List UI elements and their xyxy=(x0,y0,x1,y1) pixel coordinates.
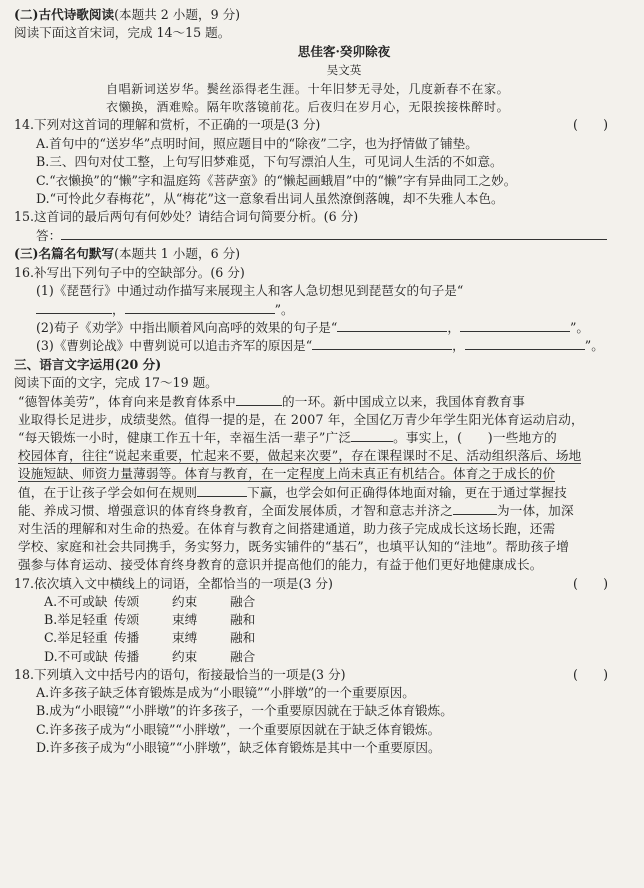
option-b: B.成为“小眼镜”“小胖墩”的许多孩子，一个重要原因就在于缺乏体育锻炼。 xyxy=(36,703,453,719)
option-b: B.三、四句对仗工整，上句写旧梦难觅，下句写漂泊人生，可见词人生活的不如意。 xyxy=(36,154,503,170)
question-17 xyxy=(14,575,628,593)
fill-text: ”。 xyxy=(584,338,604,354)
option-d: D.“可怜此夕春梅花”，从“梅花”这一意象看出词人虽然潦倒落魄，却不失雅人本色。 xyxy=(36,191,504,207)
fill-item-2: (2)荀子《劝学》中指出顺着风向高呼的效果的句子是“ ， ”。 xyxy=(36,319,589,335)
instruction: 阅读下面的文字，完成 17～19 题。 xyxy=(14,375,218,391)
fill-blank[interactable] xyxy=(36,301,112,314)
poem-title: 思佳客·癸卯除夜 xyxy=(297,43,391,59)
question-stem: 17.依次填入文中横线上的词语，全都恰当的一项是(3 分) xyxy=(14,575,333,591)
option-cell: 传颂 xyxy=(114,612,140,628)
option-cell: 融合 xyxy=(230,593,256,609)
fill-blank[interactable] xyxy=(312,337,452,350)
answer-label: 答： xyxy=(36,227,62,243)
passage-line: “德智体美劳”，体育向来是教育体系中 的一环。新中国成立以来，我国体育教育事 xyxy=(18,393,526,409)
fill-blank[interactable] xyxy=(337,319,447,332)
option-cell: 融和 xyxy=(230,630,256,646)
question-14 xyxy=(14,116,628,134)
answer-row xyxy=(14,227,628,245)
question-16: 16.补写出下列句子中的空缺部分。(6 分) xyxy=(14,264,245,280)
option-a: A.首句中的“送岁华”点明时间，照应题目中的“除夜”二字，也为抒情做了铺垫。 xyxy=(36,135,478,151)
section-note: (本题共 2 小题，9 分) xyxy=(114,7,241,22)
section-heading xyxy=(14,245,628,263)
option-cell: 融和 xyxy=(230,612,256,628)
passage-line: “每天锻炼一小时，健康工作五十年，幸福生活一辈子”广泛 。事实上，( )一些地方的 xyxy=(18,429,557,445)
passage-blank[interactable] xyxy=(197,484,247,497)
fill-text: (3)《曹刿论战》中曹刿说可以追击齐军的原因是“ xyxy=(36,338,313,354)
option-cell: A.不可或缺 xyxy=(44,593,108,609)
passage-blank[interactable] xyxy=(351,429,393,442)
passage-blank[interactable] xyxy=(236,393,282,406)
answer-line[interactable] xyxy=(61,227,607,240)
fill-text: ， xyxy=(452,338,465,354)
passage-line: 值，在于让孩子学会如何在规则 下赢，也学会如何正确得体地面对输，更在于通过掌握技 xyxy=(18,484,567,500)
fill-blank[interactable] xyxy=(465,337,585,350)
section-title: (二)古代诗歌阅读 xyxy=(14,7,115,22)
option-cell: 束缚 xyxy=(172,612,198,628)
section-heading xyxy=(14,6,628,24)
option-cell: 约束 xyxy=(172,593,198,609)
passage-line: 设施短缺、师资力量薄弱等。体育与教育，在一定程度上尚未真正有机结合。体育之于成长的价 xyxy=(18,466,556,482)
fill-text: (1)《琵琶行》中通过动作描写来展现主人和客人急切想见到琵琶女的句子是“ xyxy=(36,283,464,299)
poem-author: 吴文英 xyxy=(326,63,362,78)
option-d: D.许多孩子成为“小眼镜”“小胖墩”，缺乏体育锻炼是其中一个重要原因。 xyxy=(36,739,441,755)
answer-paren[interactable]: ( ) xyxy=(572,117,608,133)
question-stem: 14.下列对这首词的理解和赏析，不正确的一项是(3 分) xyxy=(14,117,321,133)
option-c: C.许多孩子成为“小眼镜”“小胖墩”，一个重要原因就在于缺乏体育锻炼。 xyxy=(36,721,441,737)
question-15: 15.这首词的最后两句有何妙处？请结合词句简要分析。(6 分) xyxy=(14,209,359,225)
poem-line: 自唱新词送岁华。鬓丝添得老生涯。十年旧梦无寻处，几度新春不在家。 xyxy=(106,81,510,96)
option-cell: D.不可或缺 xyxy=(44,648,109,664)
question-stem: 18.下列填入文中括号内的语句，衔接最恰当的一项是(3 分) xyxy=(14,666,346,682)
passage-line: 学校、家庭和社会共同携手，务实努力，既务实铺件的“基石”，也填平认知的“洼地”。帮助孩子增 xyxy=(18,539,570,555)
fill-text: (2)荀子《劝学》中指出顺着风向高呼的效果的句子是“ xyxy=(36,319,338,335)
option-c: C.“衣懒换”的“懒”字和温庭筠《菩萨蛮》的“懒起画蛾眉”中的“懒”字有异曲同工之妙。 xyxy=(36,172,517,188)
option-cell: 约束 xyxy=(172,648,198,664)
option-cell: B.举足轻重 xyxy=(44,612,108,628)
fill-text: ”。 xyxy=(569,319,589,335)
option-cell: 传播 xyxy=(114,648,140,664)
answer-paren[interactable]: ( ) xyxy=(572,575,608,591)
fill-item-1 xyxy=(14,282,628,300)
option-cell: 传颂 xyxy=(114,593,140,609)
fill-text: ”。 xyxy=(274,301,294,317)
answer-paren[interactable]: ( ) xyxy=(572,666,608,682)
option-a: A.许多孩子缺乏体育锻炼是成为“小眼镜”“小胖墩”的一个重要原因。 xyxy=(36,685,415,701)
section-title: 三、语言文字运用(20 分) xyxy=(14,356,162,372)
passage-line: 能、养成习惯、增强意识的体育终身教育，全面发展体质，才智和意志并济之 为一体，加深 xyxy=(18,502,574,518)
passage-line: 强参与体育运动、接受体育终身教育的意识并提高他们的能力，有益于他们更好地健康成长。 xyxy=(18,557,543,573)
passage-blank[interactable] xyxy=(453,502,497,515)
passage-line: 校园体育，往往“说起来重要，忙起来不要，做起来次要”，存在课程课时不足、活动组织落后、场地 xyxy=(18,448,582,464)
fill-item-3 xyxy=(14,337,628,355)
option-grid xyxy=(14,593,628,666)
instruction: 阅读下面这首宋词，完成 14～15 题。 xyxy=(14,25,231,41)
passage-line: 业取得长足进步，成绩斐然。值得一提的是，在 2007 年，全国亿万青少年学生阳光体育运动启动， xyxy=(18,411,584,427)
section-note: (本题共 1 小题，6 分) xyxy=(114,246,241,262)
fill-blank[interactable] xyxy=(460,319,570,332)
poem-line: 衣懒换，酒难赊。隔年吹落镜前花。后夜归在岁月心，无限挨接株醉时。 xyxy=(106,100,510,115)
option-cell: C.举足轻重 xyxy=(44,630,108,646)
fill-item-1-cont: ， ”。 xyxy=(14,301,628,319)
option-cell: 融合 xyxy=(230,648,256,664)
section-title: (三)名篇名句默写 xyxy=(14,246,115,262)
fill-blank[interactable] xyxy=(125,301,275,314)
passage-line: 对生活的理解和对生命的热爱。在体育与教育之间搭建通道，助力孩子完成成长这场长跑，还需 xyxy=(18,520,556,536)
option-cell: 束缚 xyxy=(172,630,198,646)
question-18 xyxy=(14,666,628,684)
option-cell: 传播 xyxy=(114,630,140,646)
